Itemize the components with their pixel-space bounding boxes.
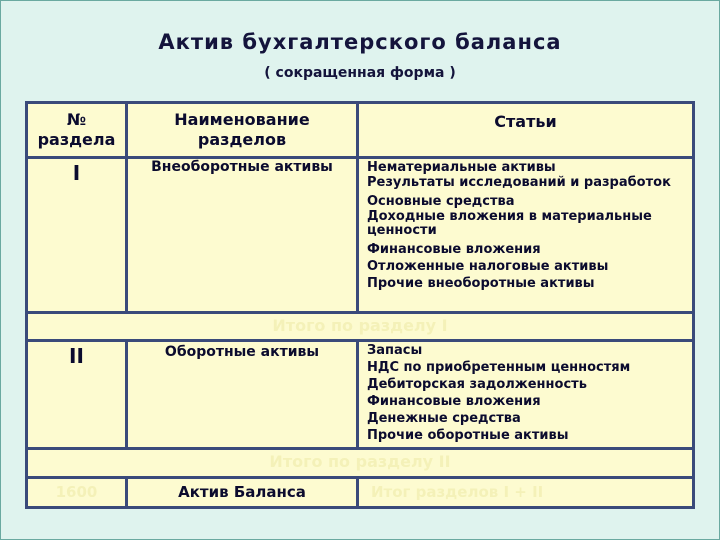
section-1-name-text: Внеоборотные активы — [151, 159, 333, 175]
list-item: НДС по приобретенным ценностям — [367, 360, 631, 375]
header-items-label: Статьи — [494, 112, 557, 131]
balance-value-text: Итог разделов I + II — [371, 483, 544, 501]
list-item: Доходные вложения в материальные ценности — [367, 209, 652, 238]
header-number-label: № раздела — [37, 110, 116, 149]
section-2-total — [28, 450, 692, 476]
section-1-name — [128, 159, 356, 311]
section-2-total-text: Итого по разделу II — [269, 452, 451, 471]
section-1-number — [28, 159, 125, 311]
header-name-label: Наименование разделов — [174, 110, 310, 149]
list-item: Запасы — [367, 343, 423, 358]
balance-code — [28, 479, 125, 506]
page-subtitle: ( сокращенная форма ) — [264, 65, 456, 81]
section-2-name — [128, 342, 356, 447]
list-item: Прочие оборотные активы — [367, 428, 569, 443]
balance-value — [359, 479, 692, 506]
section-1-total-text: Итого по разделу I — [272, 316, 448, 335]
section-2-number — [28, 342, 125, 447]
section-1-number-text: I — [72, 161, 81, 185]
balance-name-text: Актив Баланса — [178, 483, 306, 501]
page-title: Актив бухгалтерского баланса — [158, 30, 562, 54]
list-item: Дебиторская задолженность — [367, 377, 587, 392]
header-items — [359, 104, 692, 156]
list-item: Финансовые вложения — [367, 242, 541, 257]
section-1-items — [359, 159, 692, 311]
header-number — [28, 104, 125, 156]
section-2-name-text: Оборотные активы — [164, 344, 320, 360]
balance-name — [128, 479, 356, 506]
balance-table — [25, 101, 695, 509]
section-2-items — [359, 342, 692, 447]
list-item: Отложенные налоговые активы — [367, 259, 609, 274]
header-name — [128, 104, 356, 156]
list-item: Прочие внеоборотные активы — [367, 276, 595, 291]
section-2-number-text: II — [69, 344, 84, 368]
section-1-total — [28, 314, 692, 339]
balance-code-text: 1600 — [55, 483, 98, 501]
list-item: Финансовые вложения — [367, 394, 541, 409]
list-item: Результаты исследований и разработок — [367, 175, 671, 190]
list-item: Денежные средства — [367, 411, 521, 426]
list-item: Основные средства — [367, 194, 515, 209]
list-item: Нематериальные активы — [367, 160, 556, 175]
